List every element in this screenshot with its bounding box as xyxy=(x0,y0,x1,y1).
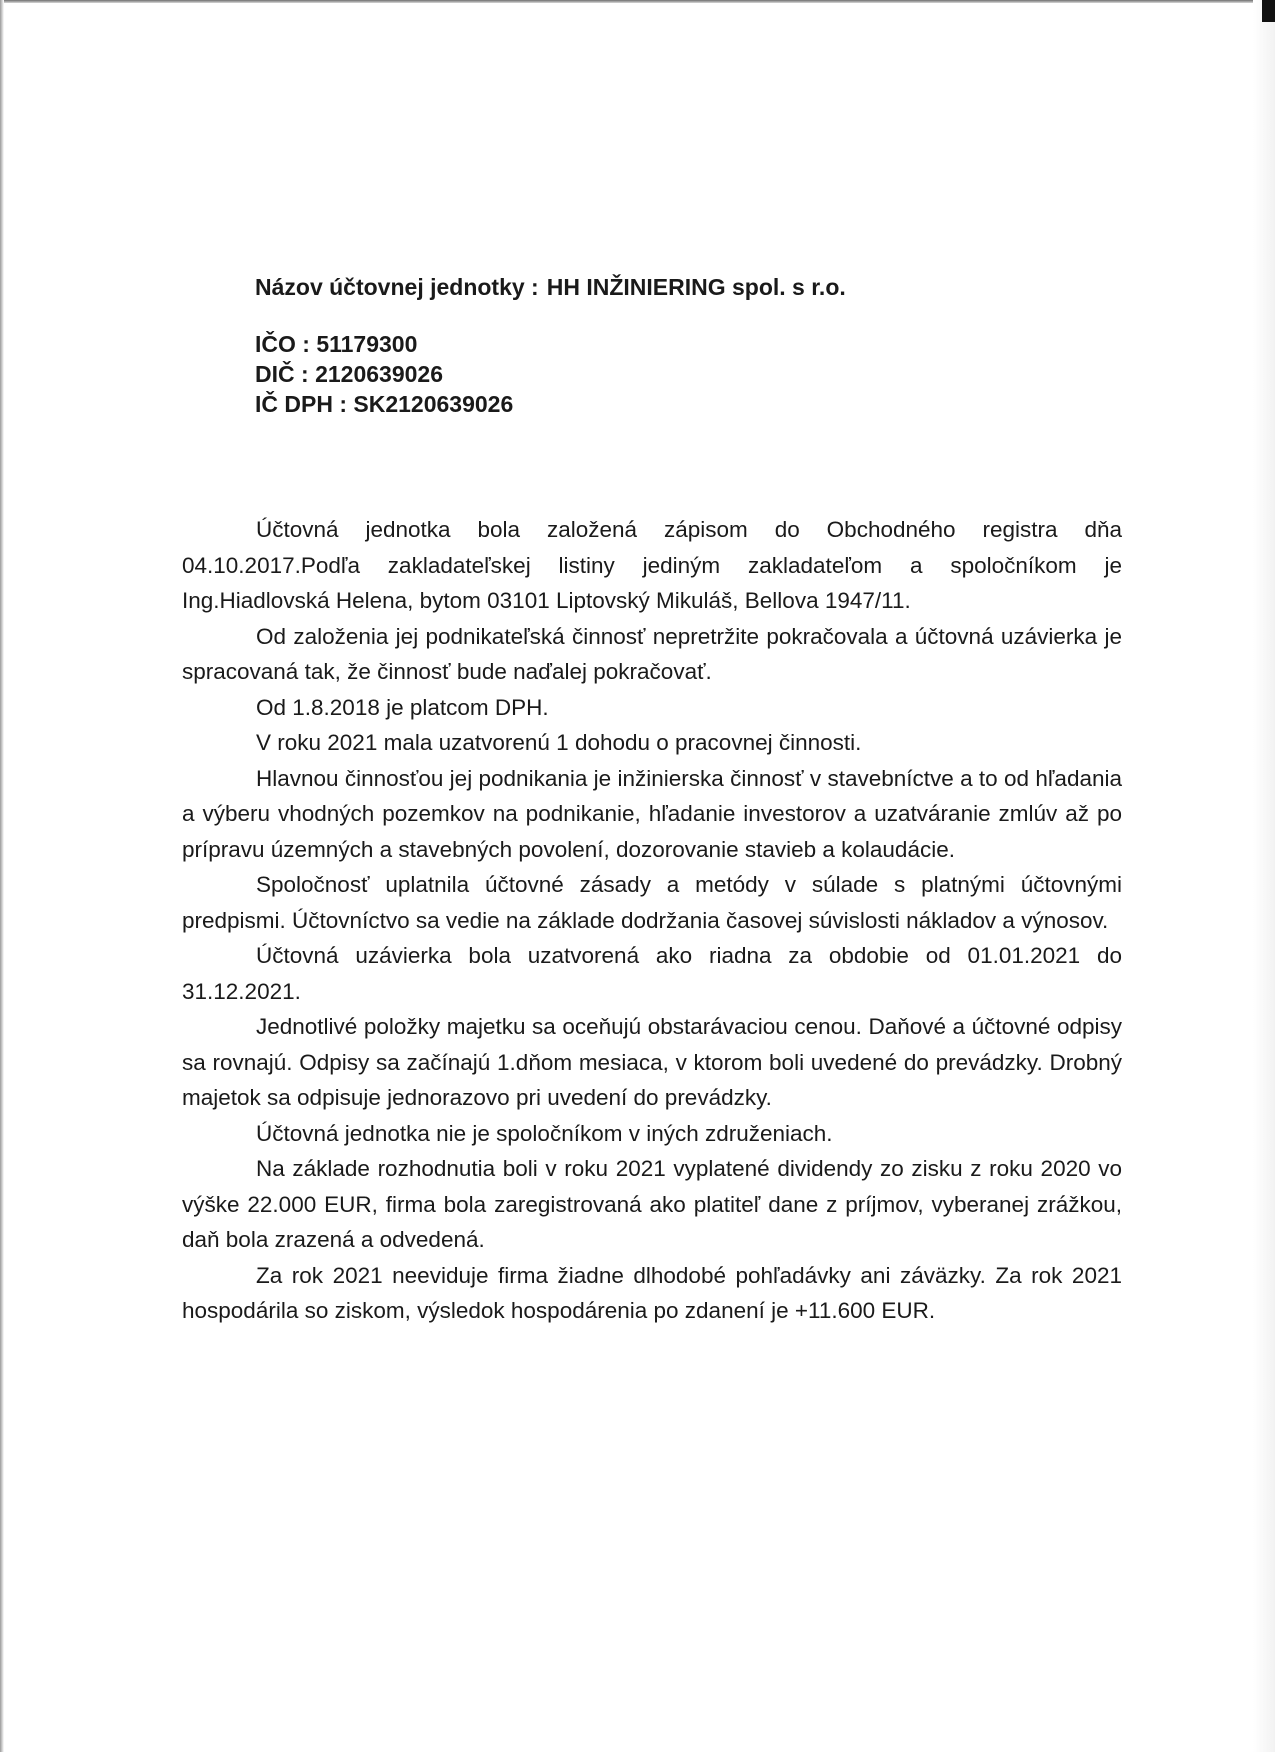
icdph-line xyxy=(255,389,1155,419)
ico-line xyxy=(255,329,1155,359)
paragraph-vat: Od 1.8.2018 je platcom DPH. xyxy=(256,694,549,720)
paragraph-employment: V roku 2021 mala uzatvorenú 1 dohodu o pracovnej činnosti. xyxy=(256,730,862,755)
paragraph-main-activity: Hlavnou činnosťou jej podnikania je inžinierska činnosť v stavebníctve a to od hľadania a výberu vhodných pozemkov na podnikanie, hľadanie investorov a uzatváranie zmlúv až po prípravu územných a stavebných povolení, dozorovanie stavieb a kolaudácie. xyxy=(182,765,1122,862)
paragraph-registration: Účtovná jednotka bola založená zápisom do Obchodného registra dňa 04.10.2017.Podľa zakladateľskej listiny jediným zakladateľom a spoločníkom je Ing.Hiadlovská Helena, bytom 03101 Liptovský Mikuláš, Bellova 1947/11. xyxy=(182,517,1122,613)
scan-edge-top xyxy=(0,0,1275,3)
dic-value: : 2120639026 xyxy=(301,361,443,387)
entity-label: Názov účtovnej jednotky : xyxy=(255,274,539,300)
ico-value: : 51179300 xyxy=(302,331,418,357)
paragraph-associations: Účtovná jednotka nie je spoločníkom v iných združeniach. xyxy=(256,1120,833,1146)
paragraph-continuity: Od založenia jej podnikateľská činnosť nepretržite pokračovala a účtovná uzávierka je spracovaná tak, že činnosť bude naďalej pokračovať. xyxy=(182,623,1122,684)
scan-edge-right xyxy=(1253,0,1275,1752)
dic-label: DIČ xyxy=(255,361,295,387)
icdph-label: IČ DPH xyxy=(255,391,333,417)
entity-name-line xyxy=(255,272,1155,302)
document-header xyxy=(255,272,1155,419)
paragraph-accounting-principles: Spoločnosť uplatnila účtovné zásady a metódy v súlade s platnými účtovnými predpismi. Účtovníctvo sa vedie na základe dodržania časovej súvislosti nákladov a výnosov. xyxy=(182,872,1122,933)
entity-name: HH INŽINIERING spol. s r.o. xyxy=(546,274,846,300)
dic-line xyxy=(255,359,1155,389)
scan-edge-left xyxy=(0,0,4,1752)
scan-corner-mark xyxy=(1262,0,1275,22)
icdph-value: : SK2120639026 xyxy=(339,391,514,417)
ico-label: IČO xyxy=(255,331,296,357)
paragraph-assets: Jednotlivé položky majetku sa oceňujú obstarávaciou cenou. Daňové a účtovné odpisy sa rovnajú. Odpisy sa začínajú 1.dňom mesiaca, v ktorom boli uvedené do prevádzky. Drobný majetok sa odpisuje jednorazovo pri uvedení do prevádzky. xyxy=(182,1014,1122,1110)
paragraph-result: Za rok 2021 neeviduje firma žiadne dlhodobé pohľadávky ani záväzky. Za rok 2021 hospodárila so ziskom, výsledok hospodárenia po zdanení je +11.600 EUR. xyxy=(182,1262,1122,1323)
paragraph-period: Účtovná uzávierka bola uzatvorená ako riadna za obdobie od 01.01.2021 do 31.12.2021. xyxy=(182,943,1122,1004)
document-body xyxy=(182,512,1122,1329)
paragraph-dividends: Na základe rozhodnutia boli v roku 2021 vyplatené dividendy zo zisku z roku 2020 vo výške 22.000 EUR, firma bola zaregistrovaná ako platiteľ dane z príjmov, vyberanej zrážkou, daň bola zrazená a odvedená. xyxy=(182,1156,1122,1252)
